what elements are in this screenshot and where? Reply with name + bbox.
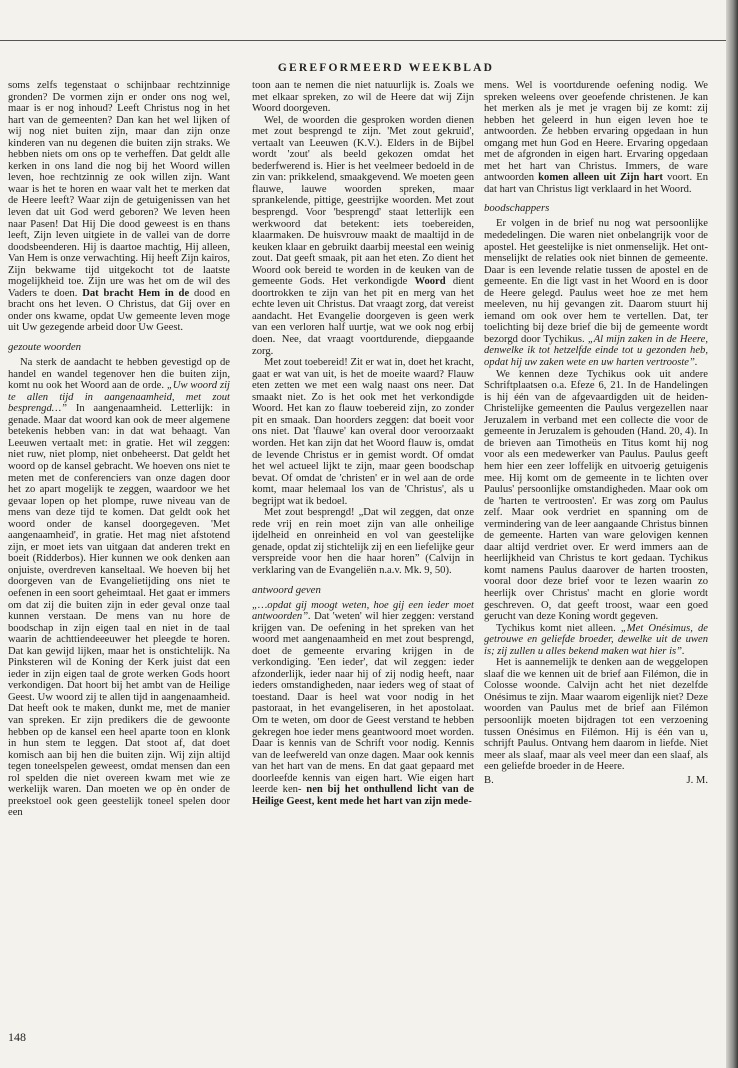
signature-left: B. (484, 774, 494, 786)
section-heading-boodschappers: boodschappers (484, 202, 550, 215)
paragraph: Tychikus komt niet alleen. „Met Onésimus, de getrouwe en geliefde broeder, dewelke uit de uwen is; zij zullen u alles bekend maken wat hier is”. (484, 622, 709, 657)
section-heading-gezoute-woorden: gezoute woorden (8, 341, 82, 354)
running-head: GEREFORMEERD WEEKBLAD (277, 62, 495, 74)
signature (484, 775, 708, 787)
author-initials: J. M. (686, 774, 708, 786)
column-3 (484, 80, 708, 786)
paragraph: Na sterk de aandacht te hebben gevestigd op de handel en wandel tegenover hen die buiten zijn, komt nu ook het Woord aan de orde. „Uw woord zij te allen tijd in aangenaamheid, met zout besprengd…” In aangenaamheid. Letterlijk: in genade. Maar dat woord kan ook de meer algemene betekenis hebben van: in dat wat behaagt. Van Leeuwen vertaalt met: in gratie. Het wil zeggen: niet ruw, niet plomp, niet onbeheerst. Dat geldt het woord op de kansel gebracht. We hoeven ons niet te meten met de conferenciers van onze dagen door het zo apart mogelijk te zeggen, waardoor we het gevaar lopen op het plompe, ruwe niveau van de mens van deze tijd te komen. Dat geldt ook het woord onder de kansel doorgegeven. 'Met aangenaamheid', in gratie. Het mag niet afstotend zijn, er moet iets van uitgaan dat anderen trekt en boeit (Ridderbos). Hier kunnen we ook denken aan onjuiste, overdreven kanseltaal. We hoeven bij het doorgeven van de Evangelietijding ons niet te oefenen in een soort geheimtaal. Het gaat er immers om dat zij die buiten zijn in eder geval onze taal kunnen verstaan. De mens van nu hore de boodschap in zijn eigen taal en niet in de taal waarin de achttiendeeeuwer het pleegde te horen. Dat kan gewijd lijken, maar het is onstichtelijk. Na Pinksteren wil de Koning der Kerk juist dat een ieder in zijn eigen taal de grote werken Gods hoort verkondigen. Dat hoort bij het ambt van de Heilige Geest. Uw woord zij te allen tijd in aangenaamheid. Dat heeft ook te maken, dunkt me, met de manier van spreken. Er zijn predikers die de gewoonte hebben op de kansel een heel aparte toon en klonk in hun stem te leggen. Dat stoot af, dat doet komisch aan bij hen die buiten zijn. Wij zijn altijd tegen toneelspelen geweest, omdat mensen dan een rol spelden die niet overeen kwam met wie ze werkelijk waren. Dan moeten we op èn onder de preekstoel ook geen geestelijk toneel spelen door een (8, 357, 230, 819)
column-1 (8, 80, 230, 819)
paragraph: soms zelfs tegenstaat o schijnbaar rechtzinnige gronden? De vormen zijn er onder ons nog wel, maar is er nog inhoud? Leeft Christus nog in het hart van de gemeenten? Dan kan het wel lijken of wij nog niet buiten zijn, maar dan zijn onze kinderen van nu degenen die buiten zijn straks. We hebben niets om ons op te verheffen. Dat geldt alle kerken in ons land die nog bij het Woord willen leven, hoe rechtzinnig ze ook willen zijn. Want waar is het te horen en waar valt het te merken dat de Heere leeft? Waar zijn de getuigenissen van het leven dat uit God werd geboren? We leven heen naar Pasen! Dat Hij Die dood geweest is en thans leeft, Zijn leven uitgiete in de vallei van de dorre doodsbeenderen. Hij is daartoe machtig, Hij alleen, Van Hem is onze verwachting. Hij heeft Zijn kairos, Zijn bekwame tijd uitgekocht tot de laatste mogelijkheid toe. Zijn ure was het om de wil des Vaders te doen. Dat bracht Hem in de dood en bracht ons het leven. O Christus, dat Gij over en onder ons kwame, opdat Uw gemeente leven moge uit Uw gezegende arbeid door Uw Geest. (8, 80, 230, 334)
paragraph: Er volgen in de brief nu nog wat persoonlijke mededelingen. Die waren niet onbelangrijk voor de apostel. Het geestelijke is niet onmenselijk. Het ont-menselijkt de relaties ook niet binnen de gemeente. Daar is een levende relatie tussen de apostel en de gemeente. En die ligt vast in het Woord en is door de Heere gelegd. Paulus weet hoe ze met hem meeleven, nu hij gevangen zit. Daarom stuurt hij iemand om ook over hem te vertellen. Dat, ter toelichting bij deze brief die bij de gemeente wordt bezorgd door Tychikus. „Al mijn zaken in de Heere, denwelke ik tot hetzelfde einde tot u gezonden heb, opdat hij uw zaken wete en uw harten vertrooste”. (484, 218, 708, 369)
paragraph: Wel, de woorden die gesproken worden dienen met zout besprengd te zijn. 'Met zout gekruid', vertaalt van Leeuwen (K.V.). Elders in de Bijbel wordt 'zout' als beeld gekozen omdat het bederfwerend is. Hier is het veelmeer bedoeld in de zin van: prikkelend, smaakgevend. We moeten geen flauwe, lauwe woorden spreken, maar sprankelende, pittige, geestrijke woorden. Met zout besprengd. Voor 'besprengd' staat letterlijk een werkwoord dat betekent: iets toebereiden, klaarmaken. De huisvrouw maakt de maaltijd in de keuken klaar en gebruikt daarbij meestal een weinig zout. Dat geeft smaak, pit aan het eten. Zo dient het Woord ook bereid te worden in de keuken van de gemeente Gods. Het verkondigde Woord dient doortrokken te zijn van het pit en merg van het echte leven uit Christus. Dat vraagt zorg, dat vereist aandacht. Het Evangelie doorgeven is geen werk van een verloren half uurtje, wat we ook nog erbij doen. Nee, dat vraagt voortdurende, diepgaande zorg. (252, 114, 474, 357)
page-edge-shadow (726, 0, 738, 1068)
paragraph: toon aan te nemen die niet natuurlijk is. Zoals we met elkaar spreken, zo wil de Heere dat wij Zijn Woord doorgeven. (252, 80, 474, 115)
column-2 (252, 80, 474, 807)
section-heading-antwoord-geven: antwoord geven (252, 583, 321, 596)
paragraph: Met zout besprengd! „Dat wil zeggen, dat onze rede vrij en rein moet zijn van alle onheilige ijdelheid en onreinheid en vol van geestelijke genade, opdat zij stichtelijk zij en een liefelijke geur verspreide voor hen die haar horen” (Calvijn in verklaring van de Evangeliën n.a.v. Mk. 9, 50). (252, 507, 474, 576)
paragraph: „…opdat gij moogt weten, hoe gij een ieder moet antwoorden”. Dat 'weten' wil hier zeggen: verstand krijgen van. De oefening in het spreken van het woord met aangenaamheid en met zout besprengd, doet de gemeente ervaring krijgen in de verkondiging. 'Een ieder', dat wil zeggen: ieder afzonderlijk, ieder naar hij of zij nodig heeft, naar ieders omstandigheden, naar ieders weg of staat of toestand. Daar is heel wat voor nodig in het pastoraat, in het evangeliseren, in het apostolaat. Om te weten, om door de Geest verstand te hebben gekregen hoe ieder mens geantwoord moet worden. Daar is kennis van de Schrift voor nodig. Kennis van de leefwereld van onze dagen. Maar ook kennis van het hart van de mens. En dat gaat gepaard met doorleefde kennis van eigen hart. Wie eigen hart leerde ken- nen bij het onthullend licht van de Heilige Geest, kent mede het hart van zijn mede- (252, 599, 474, 807)
paragraph: mens. Wel is voortdurende oefening nodig. We spreken weleens over geoefende christenen. Je kan het merken als je met je vragen bij ze komt: zij hebben het geleerd in hun eigen leven hoe te antwoorden. Ze hebben ervaring opgedaan in hun omgang met hun God en Heere. Ervaring opgedaan met de afgronden in eigen hart. Ervaring opgedaan met het hart van Christus. Immers, de ware antwoorden komen alleen uit Zijn hart voort. En dat hart van Christus ligt verklaard in het Woord. (484, 80, 709, 195)
page-number: 148 (8, 1030, 26, 1044)
paragraph: We kennen deze Tychikus ook uit andere Schriftplaatsen o.a. Efeze 6, 21. In de Handelingen is hij één van de afgevaardigden uit de heiden-Christelijke gemeenten die Paulus vergezellen naar Jeruzalem in verband met een collecte die voor de gemeente in Jeruzalem is gehouden (Hand. 20, 4). In de brieven aan Timotheüs en Titus komt hij nog voor als een medewerker van Paulus. Paulus geeft hem hier een zeer loffelijk en uitvoerig getuigenis mee. Hij komt om de gemeente in te lichten over Paulus' persoonlijke omstandigheden. Maar ook om de 'harten te vertroosten'. Er was zorg om Paulus zelf. Maar ook verdriet en spanning om de vermindering van de leer aangaande Christus binnen de gemeente. Harten van ware gelovigen kennen daar altijd verdriet over. Er werd immers aan de heerlijkheid van Christus te kort gedaan. Tychikus komt namens Paulus daarover de harten troosten, vooral door deze brief voor te lezen waarin zo heerlijk over Christus' macht en glorie wordt geschreven. O, dat geeft troost, waar een goed gerucht van deze Koning wordt gegeven. (484, 368, 708, 623)
paragraph: Het is aannemelijk te denken aan de weggelopen slaaf die we kennen uit de brief aan Filémon, die in Colosse woonde. Calvijn acht het niet dezelfde Onésimus te zijn. Maar waarom eigenlijk niet? Deze woorden van Paulus met de brief aan Filémon persoonlijk moeten bijdragen tot een verzoening tussen Onésimus en Filémon. Hij is één van u, schrijft Paulus. Ontvang hem daarom in liefde. Niet meer als slaaf, maar als veel meer dan een slaaf, als een geliefde broeder in de Heere. (484, 657, 708, 773)
top-rule (0, 40, 726, 41)
paragraph: Met zout toebereid! Zit er wat in, doet het kracht, gaat er wat van uit, is het de moeite waard? Flauw eten zetten we met een walg naast ons neer. Dat smaakt niet. Zo is het ook met het verkondigde Woord. Het kan zo flauw toebereid zijn, zo zonder pit en smaak. Dan hoorders zeggen: dat boeit voor ons niet. Dat 'flauwe' kan overal door veroorzaakt worden. Het kan zijn dat het Woord flauw is, omdat de levende Christus er in gemist wordt. Of omdat het wel actueel lijkt te zijn, maar geen boodschap bevat. Of omdat de 'christen' er in wel aan de orde komt, maar helemaal los van de 'Christus', als u begrijpt wat ik bedoel. (252, 357, 474, 507)
